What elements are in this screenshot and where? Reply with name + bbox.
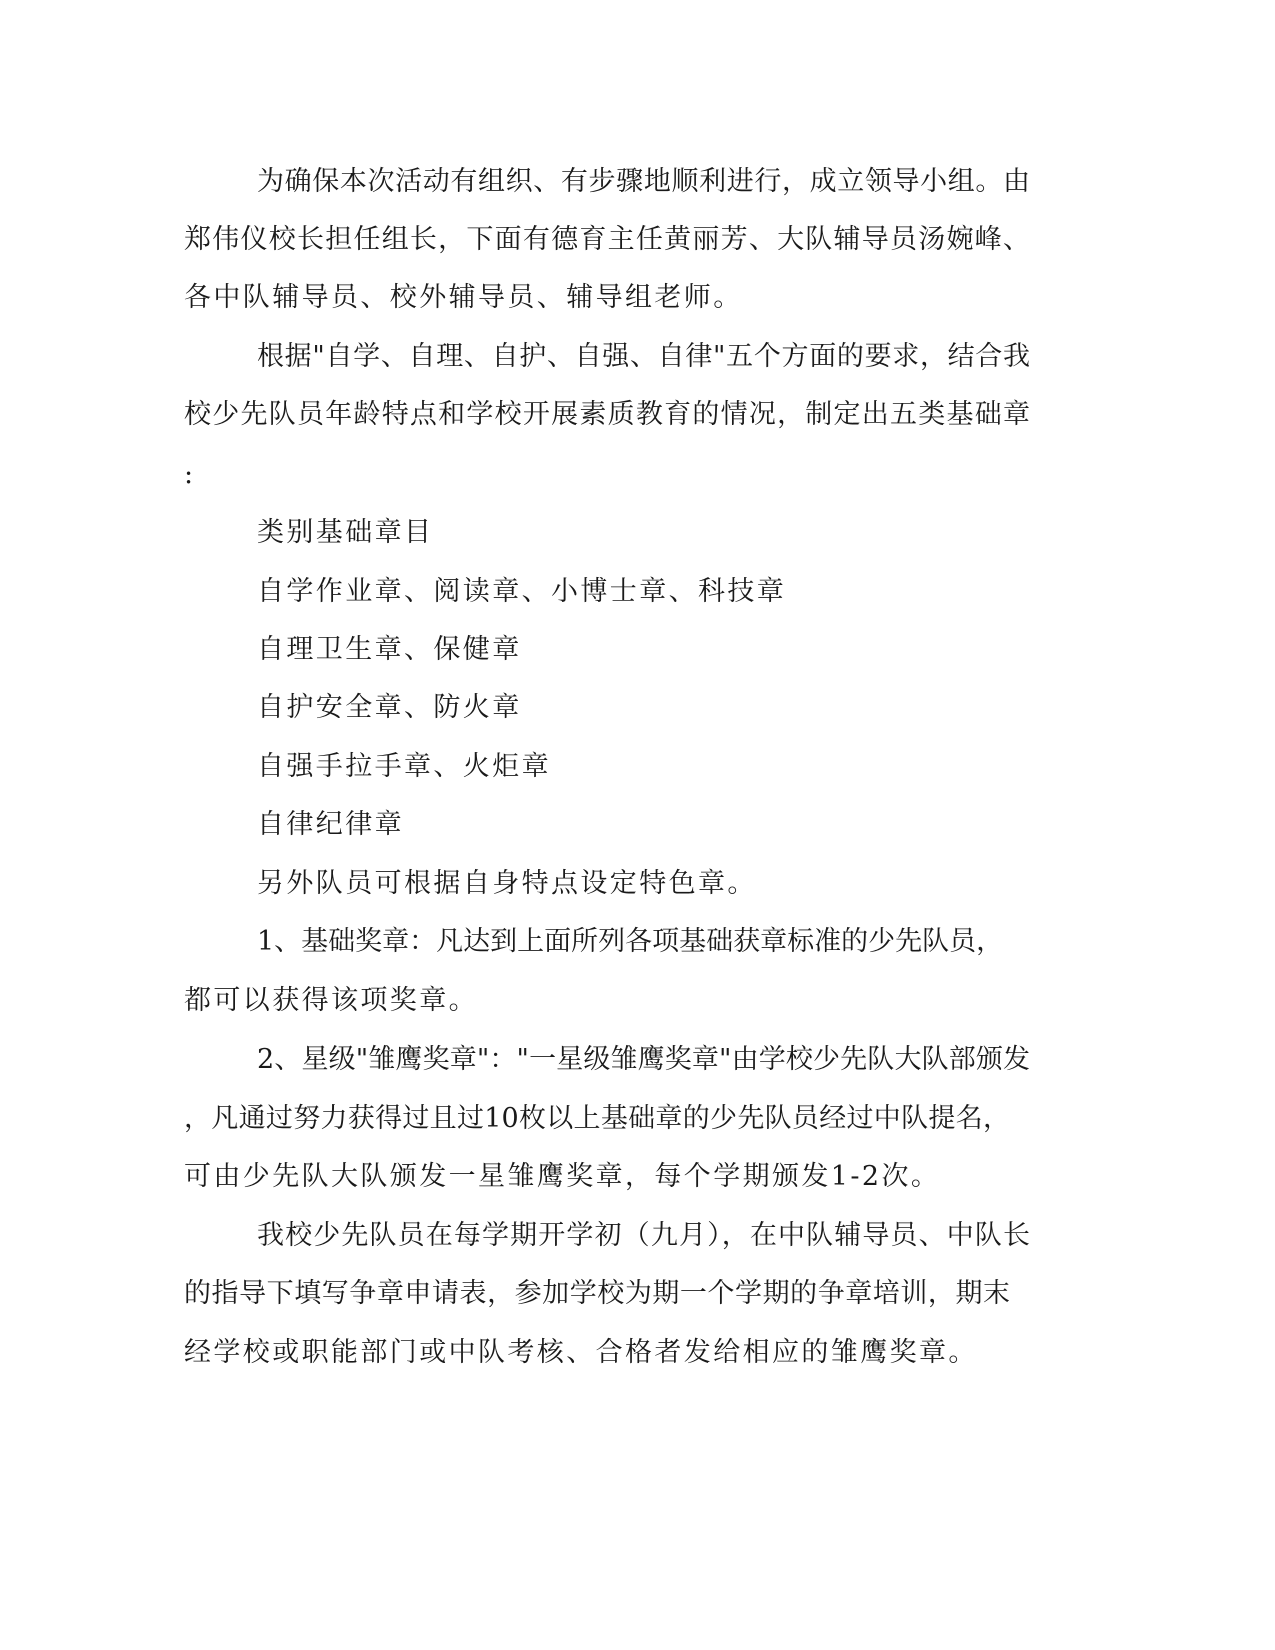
- paragraph-4-line-3: 可由少先队大队颁发一星雏鹰奖章，每个学期颁发1-2次。: [184, 1161, 941, 1192]
- badge-table-header: 类别基础章目: [257, 517, 434, 548]
- paragraph-3-line-1: 1、基础奖章：凡达到上面所列各项基础获章标准的少先队员，: [257, 926, 1004, 957]
- paragraph-5-line-1: 我校少先队员在每学期开学初（九月），在中队辅导员、中队长: [257, 1220, 1030, 1251]
- badge-row-self-discipline: 自律纪律章: [257, 809, 404, 840]
- badge-row-self-study: 自学作业章、阅读章、小博士章、科技章: [257, 576, 787, 607]
- paragraph-1-line-1: 为确保本次活动有组织、有步骤地顺利进行，成立领导小组。由: [257, 166, 1030, 197]
- paragraph-2-line-2: 校少先队员年龄特点和学校开展素质教育的情况，制定出五类基础章: [184, 399, 1030, 430]
- paragraph-5-line-3: 经学校或职能部门或中队考核、合格者发给相应的雏鹰奖章。: [184, 1337, 978, 1368]
- paragraph-5-line-2: 的指导下填写争章申请表，参加学校为期一个学期的争章培训，期末: [184, 1278, 1010, 1309]
- badge-row-self-care: 自理卫生章、保健章: [257, 634, 522, 665]
- paragraph-4-line-2: ，凡通过努力获得过且过10枚以上基础章的少先队员经过中队提名，: [184, 1103, 1010, 1134]
- paragraph-4-line-1: 2、星级"雏鹰奖章"："一星级雏鹰奖章"由学校少先队大队部颁发: [257, 1044, 1030, 1075]
- paragraph-1-line-3: 各中队辅导员、校外辅导员、辅导组老师。: [184, 282, 743, 313]
- badge-row-self-protection: 自护安全章、防火章: [257, 692, 522, 723]
- paragraph-special-badge: 另外队员可根据自身特点设定特色章。: [257, 868, 757, 899]
- paragraph-1-line-2: 郑伟仪校长担任组长，下面有德育主任黄丽芳、大队辅导员汤婉峰、: [184, 224, 1030, 255]
- badge-row-self-strengthening: 自强手拉手章、火炬章: [257, 751, 551, 782]
- paragraph-2-line-3: :: [184, 459, 196, 490]
- paragraph-3-line-2: 都可以获得该项奖章。: [184, 985, 478, 1016]
- paragraph-2-line-1: 根据"自学、自理、自护、自强、自律"五个方面的要求，结合我: [257, 341, 1030, 372]
